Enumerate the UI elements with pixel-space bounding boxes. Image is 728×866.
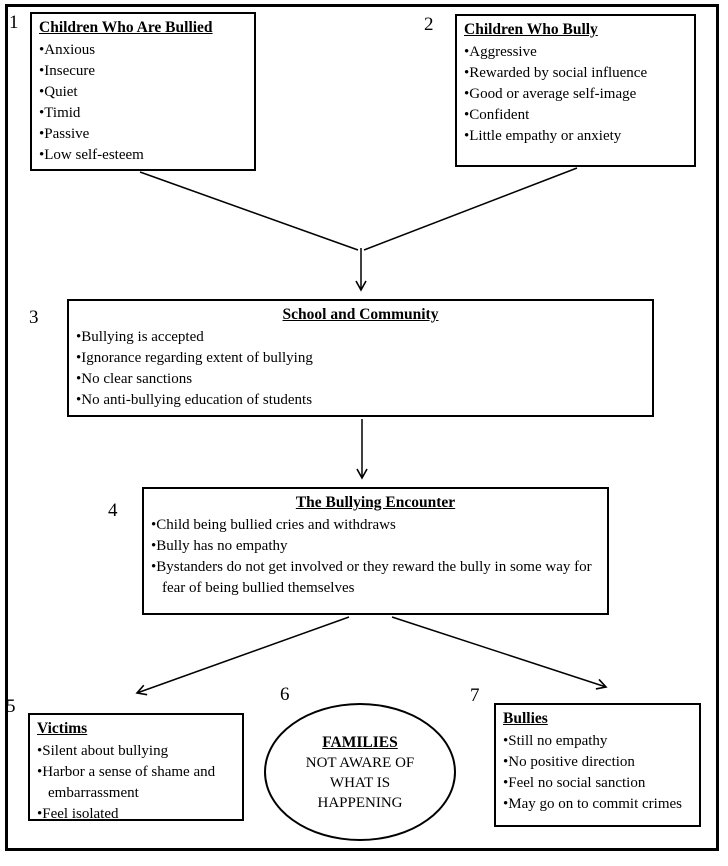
list-item: • Rewarded by social influence — [464, 63, 687, 84]
box-victims — [28, 713, 244, 821]
list-item: • No anti-bullying education of students — [76, 390, 406, 411]
list-item: • Low self-esteem — [39, 145, 247, 166]
ellipse6-title — [322, 732, 398, 753]
list-item: • Ignorance regarding extent of bullying — [76, 348, 406, 369]
box7-title-text: Bullies — [503, 710, 548, 727]
ellipse-families — [264, 703, 456, 841]
list-item: • Bully has no empathy — [151, 536, 600, 557]
box3-title — [76, 304, 645, 326]
box-bullies — [494, 703, 701, 827]
ellipse6-title-text: FAMILIES — [322, 733, 398, 751]
box3-list — [76, 327, 406, 411]
list-item: • Bystanders do not get involved or they reward the bully in some way for fear of being bullied themselves — [151, 557, 600, 599]
box-bullying-encounter — [142, 487, 609, 615]
label-number-4: 4 — [108, 500, 118, 521]
list-item: • Passive — [39, 124, 247, 145]
list-item: • Confident — [464, 105, 687, 126]
list-item: • Bullying is accepted — [76, 327, 406, 348]
box3-title-text: School and Community — [282, 306, 439, 323]
box-children-who-bully — [455, 14, 696, 167]
label-number-1: 1 — [9, 12, 19, 33]
box5-list — [37, 741, 235, 825]
box2-list — [464, 42, 687, 147]
list-item: • Aggressive — [464, 42, 687, 63]
box4-list — [151, 515, 600, 599]
list-item: • Still no empathy — [503, 731, 692, 752]
box2-title — [464, 19, 687, 41]
list-item: • Silent about bullying — [37, 741, 235, 762]
box1-list — [39, 40, 247, 166]
ellipse6-line: WHAT IS — [329, 774, 391, 791]
label-number-3: 3 — [29, 307, 39, 328]
list-item: • Good or average self-image — [464, 84, 687, 105]
box5-title-text: Victims — [37, 720, 88, 737]
list-item: • Timid — [39, 103, 247, 124]
box5-title — [37, 718, 235, 740]
box4-title-text: The Bullying Encounter — [295, 494, 456, 511]
list-item: • Feel isolated — [37, 804, 235, 825]
list-item: • Quiet — [39, 82, 247, 103]
box1-title-text: Children Who Are Bullied — [39, 19, 213, 36]
label-number-2: 2 — [424, 14, 434, 35]
list-item: • Harbor a sense of shame and embarrassment — [37, 762, 235, 804]
list-item: • Little empathy or anxiety — [464, 126, 687, 147]
box2-title-text: Children Who Bully — [464, 21, 598, 38]
box-children-who-are-bullied — [30, 12, 256, 171]
ellipse6-line: HAPPENING — [317, 794, 403, 811]
box7-list — [503, 731, 692, 815]
list-item: • No clear sanctions — [76, 369, 406, 390]
label-number-5: 5 — [6, 696, 16, 717]
list-item: • Feel no social sanction — [503, 773, 692, 794]
list-item: • Child being bullied cries and withdraws — [151, 515, 600, 536]
box4-title — [151, 492, 600, 514]
list-item: • Anxious — [39, 40, 247, 61]
box-school-and-community — [67, 299, 654, 417]
list-item: • Insecure — [39, 61, 247, 82]
label-number-7: 7 — [470, 685, 480, 706]
list-item: • May go on to commit crimes — [503, 794, 692, 815]
ellipse6-line: NOT AWARE OF — [305, 754, 415, 771]
box1-title — [39, 17, 247, 39]
list-item: • No positive direction — [503, 752, 692, 773]
label-number-6: 6 — [280, 684, 290, 705]
box7-title — [503, 708, 692, 730]
